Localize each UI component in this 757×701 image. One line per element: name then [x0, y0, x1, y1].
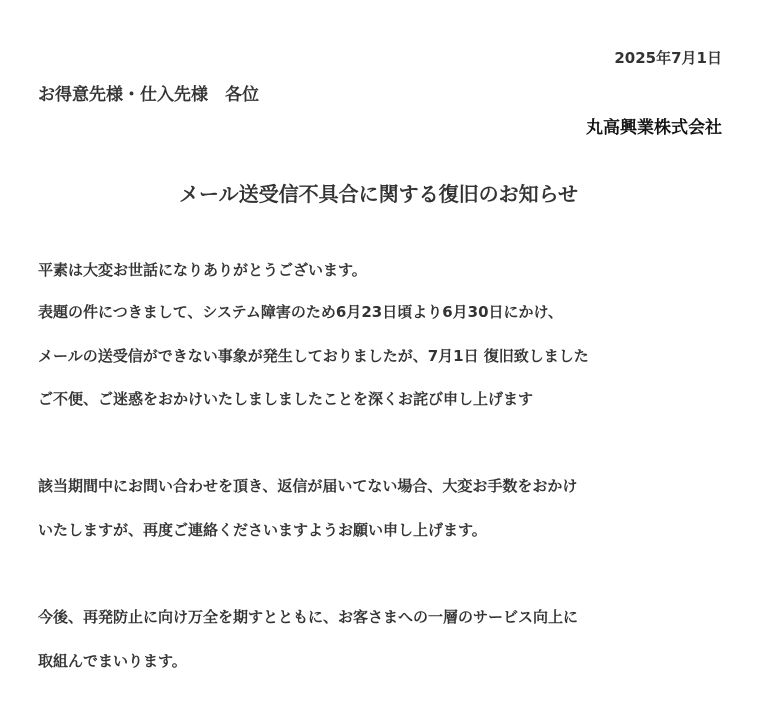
recipients-line: お得意先様・仕入先様 各位: [38, 85, 259, 105]
body-line: 平素は大変お世話になりありがとうございます。: [38, 261, 367, 279]
body-line: 表題の件につきまして、システム障害のため6月23日頃より6月30日にかけ、: [38, 303, 563, 321]
notice-title: メール送受信不具合に関する復旧のお知らせ: [179, 182, 578, 206]
company-name: 丸高興業株式会社: [586, 118, 722, 138]
body-line: ご不便、ご迷惑をおかけいたしましましたことを深くお詫び申し上げます: [38, 390, 534, 408]
body-line: いたしますが、再度ご連絡くださいますようお願い申し上げます。: [38, 521, 487, 539]
body-line: 取組んでまいります。: [38, 652, 187, 670]
notice-date: 2025年7月1日: [614, 49, 722, 67]
body-line: メールの送受信ができない事象が発生しておりましたが、7月1日 復旧致しました: [38, 347, 589, 365]
body-line: 該当期間中にお問い合わせを頂き、返信が届いてない場合、大変お手数をおかけ: [38, 477, 578, 495]
body-line: 今後、再発防止に向け万全を期すとともに、お客さまへの一層のサービス向上に: [38, 608, 579, 626]
